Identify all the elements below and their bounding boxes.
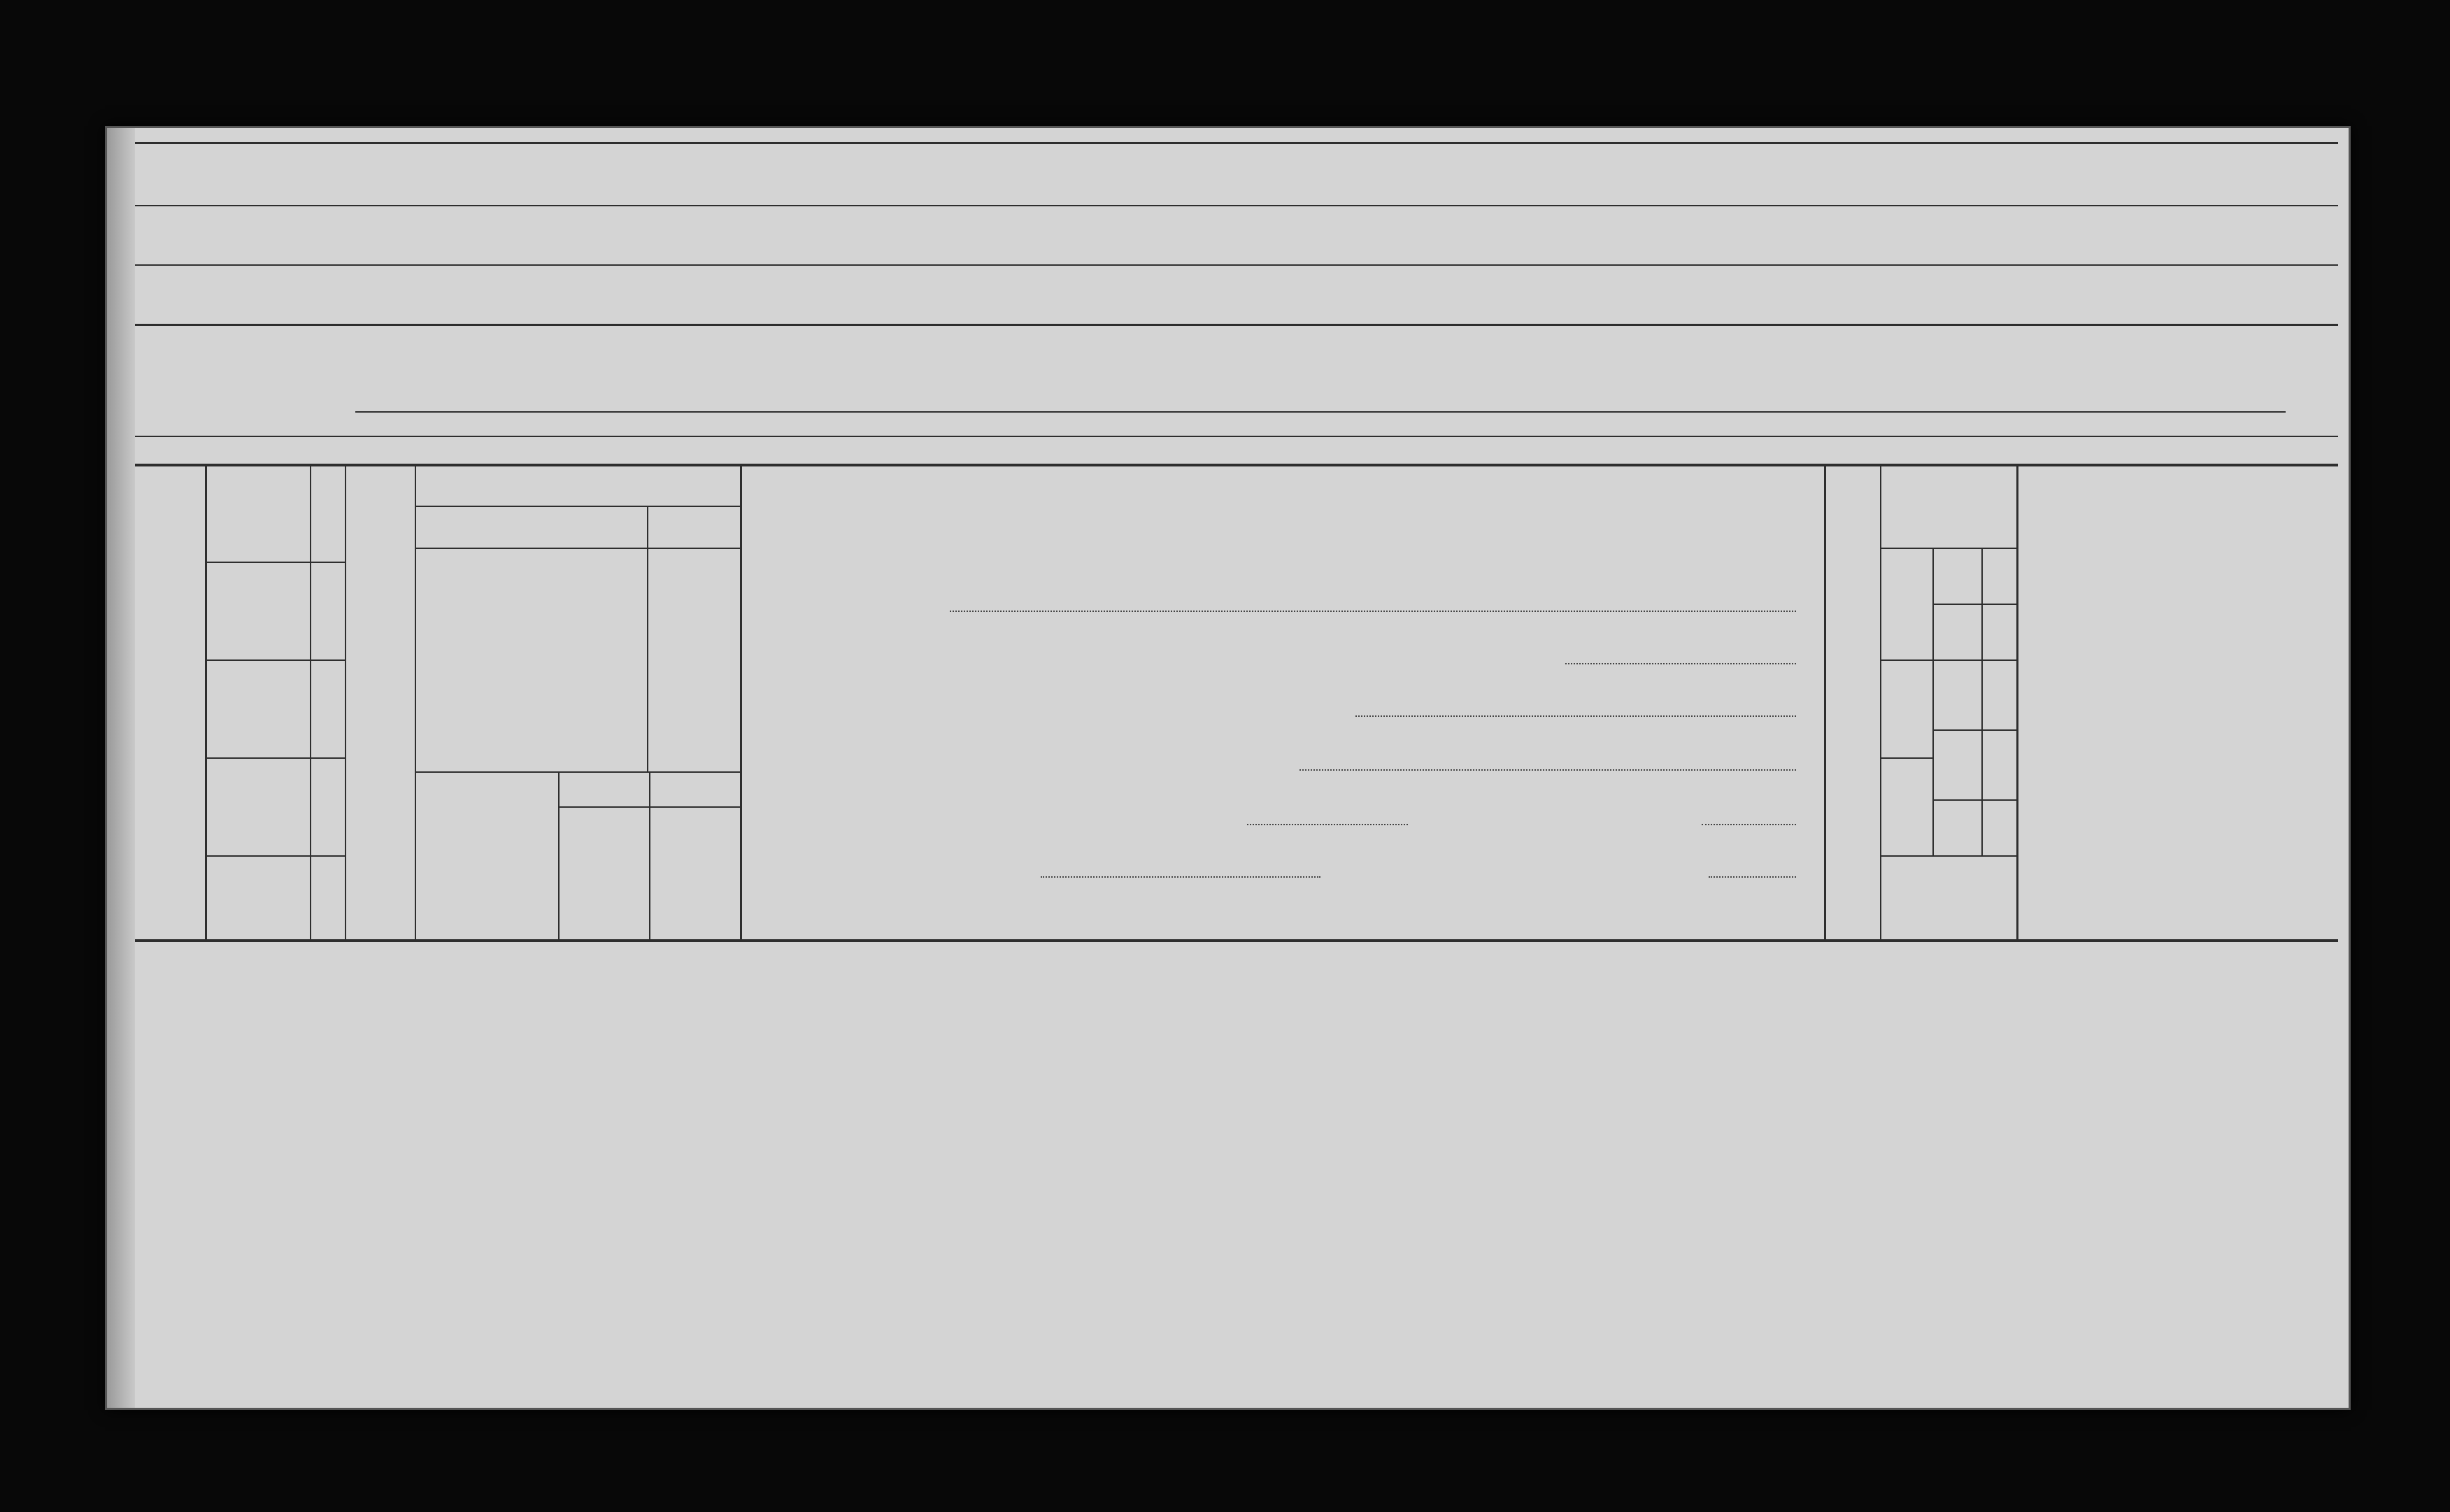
private-q5b-field[interactable] [1702, 824, 1796, 825]
population-vertical-title [1829, 562, 1878, 925]
census-card [105, 126, 2351, 1410]
population-vtom-m [1936, 733, 1978, 796]
workers-vertical-title [352, 478, 408, 925]
population-itogo-obo [1936, 551, 1978, 601]
private-q2-field[interactable] [1565, 663, 1796, 664]
private-q6b-field[interactable] [1709, 876, 1796, 878]
private-q1-field[interactable] [950, 611, 1796, 612]
row-group-vne [149, 1243, 205, 1410]
private-q3-field[interactable] [1355, 715, 1796, 717]
private-q5a-field[interactable] [1247, 824, 1408, 825]
population-vtom-w [1936, 607, 1978, 657]
private-q4-field[interactable] [1299, 769, 1796, 771]
private-q6a-field[interactable] [1041, 876, 1320, 878]
